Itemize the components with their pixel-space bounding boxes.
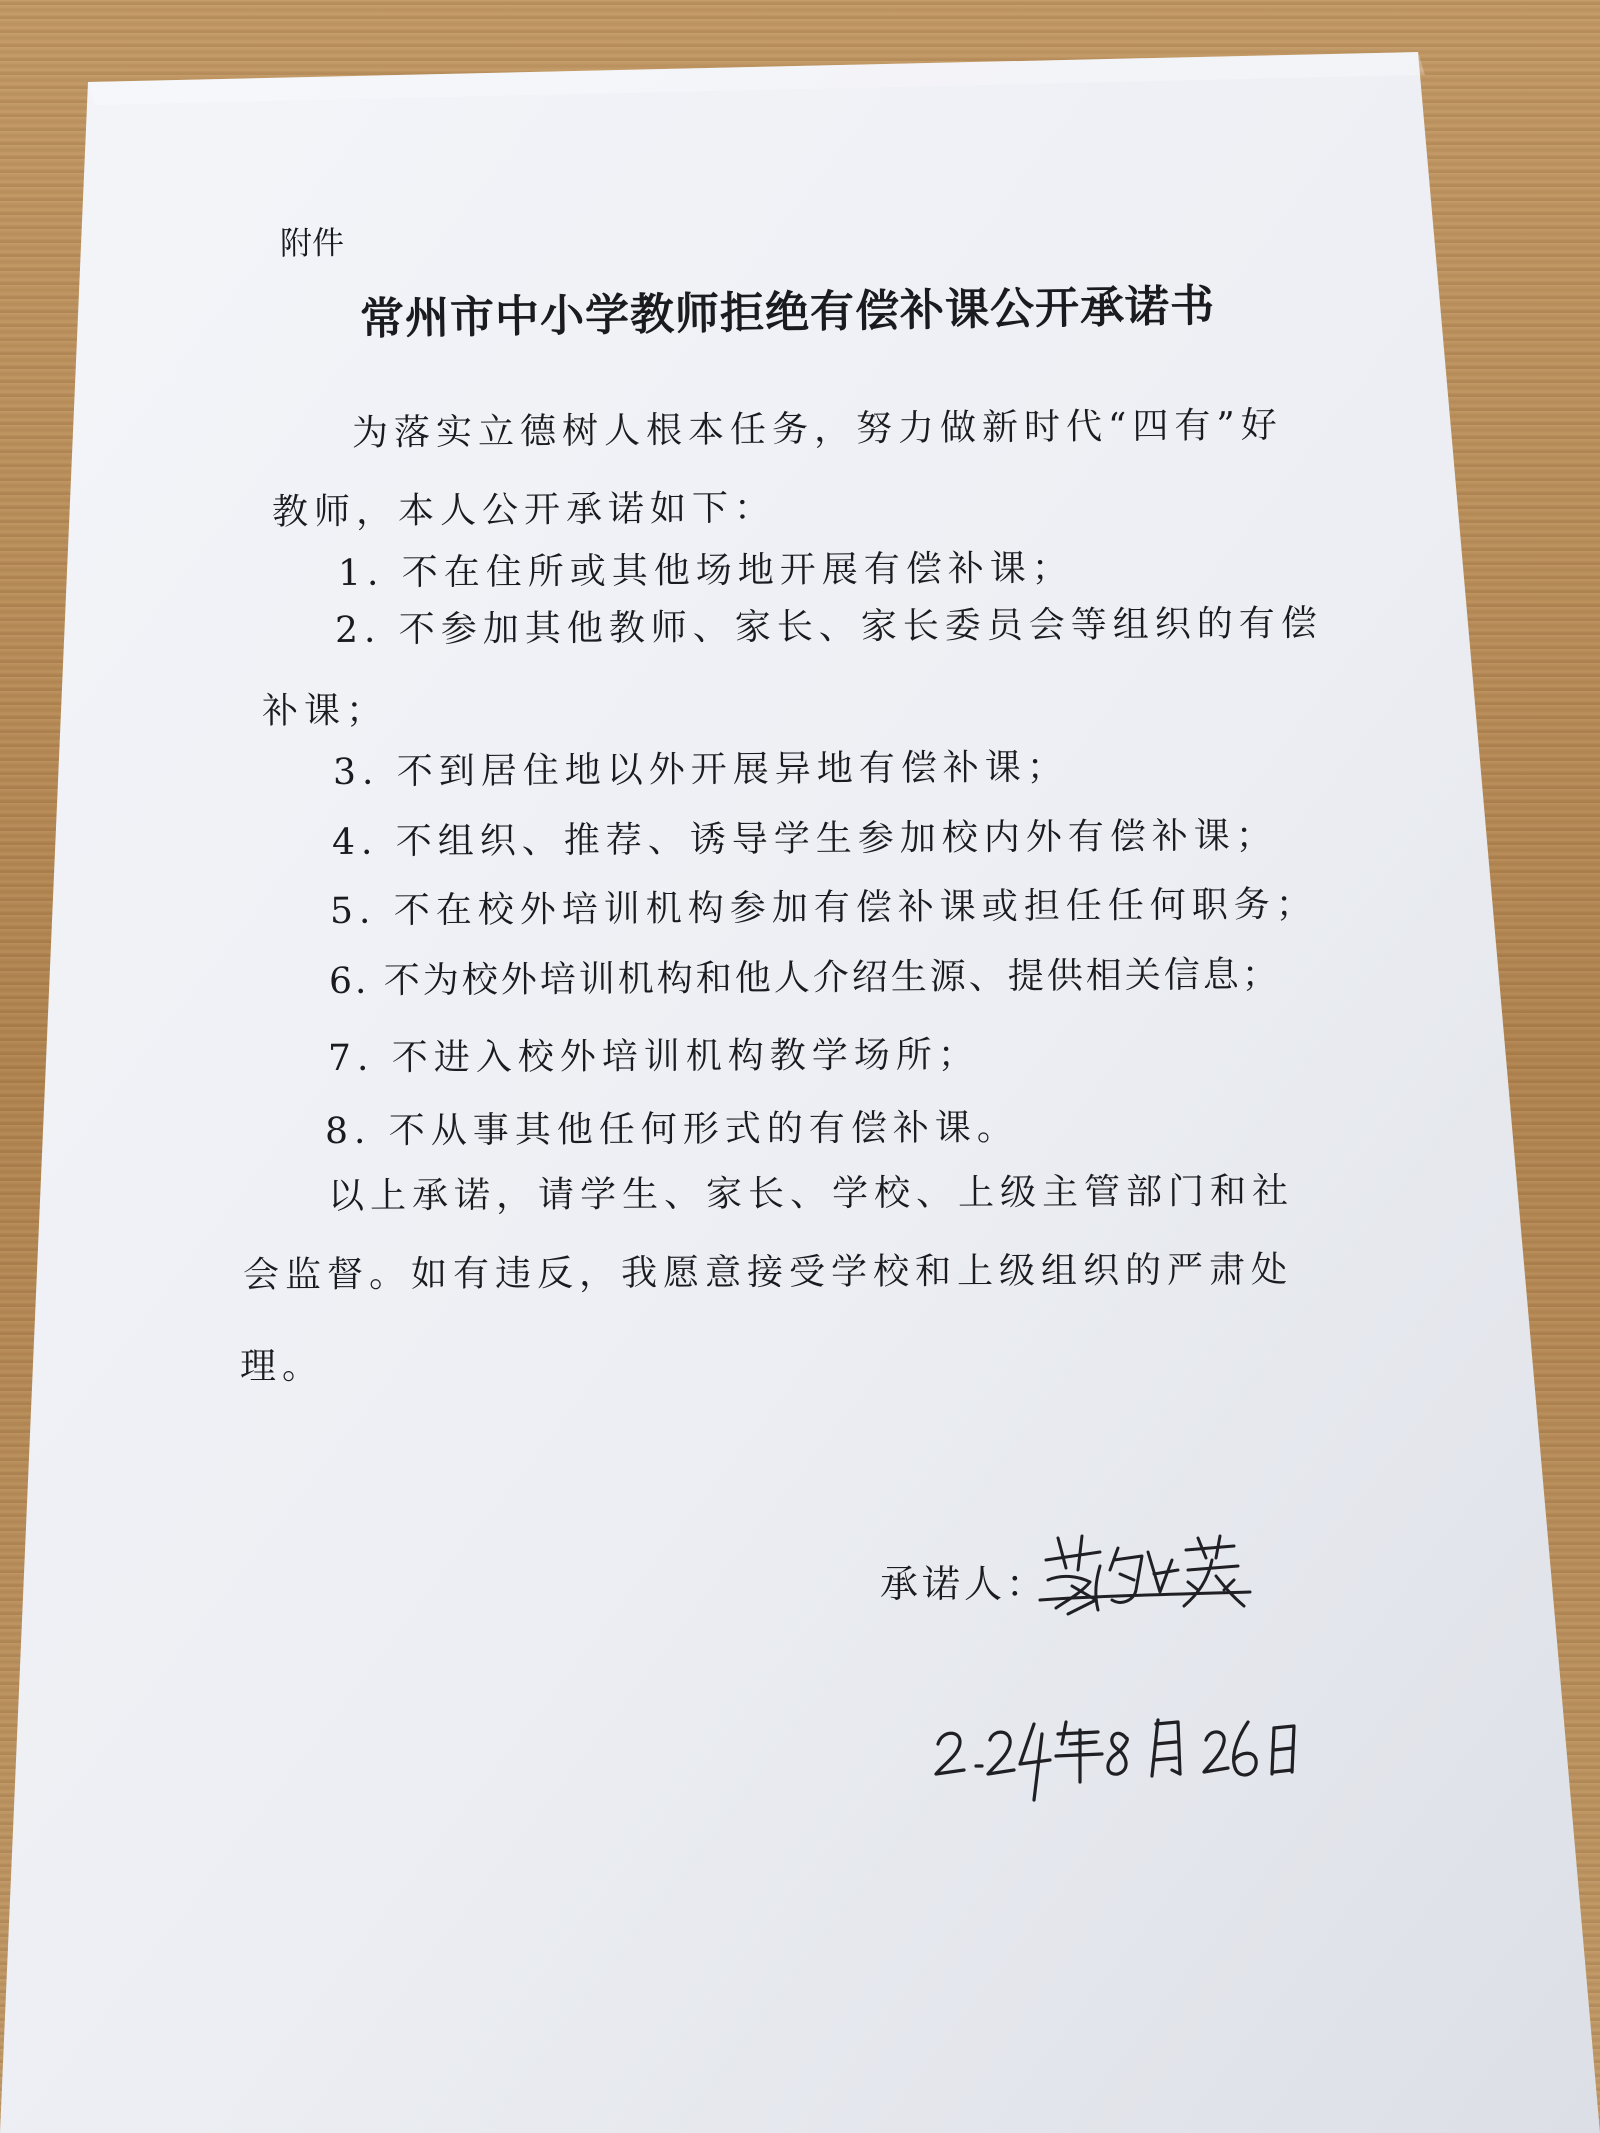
commitment-item-2: 2. 不参加其他教师、家长、家长委员会等组织的有偿 — [334, 603, 1323, 651]
commitment-item-7: 7. 不进入校外培训机构教学场所； — [327, 1034, 980, 1079]
intro-line-1: 为落实立德树人根本任务，努力做新时代“四有”好 — [351, 404, 1283, 454]
intro-line-2: 教师，本人公开承诺如下： — [271, 487, 777, 533]
closing-line-1: 以上承诺，请学生、家长、学校、上级主管部门和社 — [327, 1170, 1295, 1217]
commitment-item-6: 6. 不为校外培训机构和他人介绍生源、提供相关信息； — [328, 954, 1281, 1002]
commitment-item-4: 4. 不组织、推荐、诱导学生参加校内外有偿补课； — [331, 815, 1278, 863]
commitment-item-8: 8. 不从事其他任何形式的有偿补课。 — [324, 1107, 1019, 1152]
document-title: 常州市中小学教师拒绝有偿补课公开承诺书 — [359, 280, 1216, 345]
closing-line-2: 会监督。如有违反，我愿意接受学校和上级组织的严肃处 — [242, 1249, 1294, 1296]
attachment-label: 附件 — [279, 223, 345, 263]
commitment-item-5: 5. 不在校外培训机构参加有偿补课或担任任何职务； — [329, 884, 1318, 932]
commitment-item-3: 3. 不到居住地以外开展异地有偿补课； — [332, 746, 1069, 793]
commitment-item-1: 1. 不在住所或其他场地开展有偿补课； — [337, 547, 1074, 594]
commitment-item-2-continued: 补课； — [261, 690, 389, 732]
signer-label: 承诺人： — [880, 1562, 1049, 1606]
handwritten-signature — [1038, 1530, 1258, 1620]
handwritten-date — [930, 1700, 1310, 1810]
closing-line-3: 理。 — [240, 1346, 325, 1387]
